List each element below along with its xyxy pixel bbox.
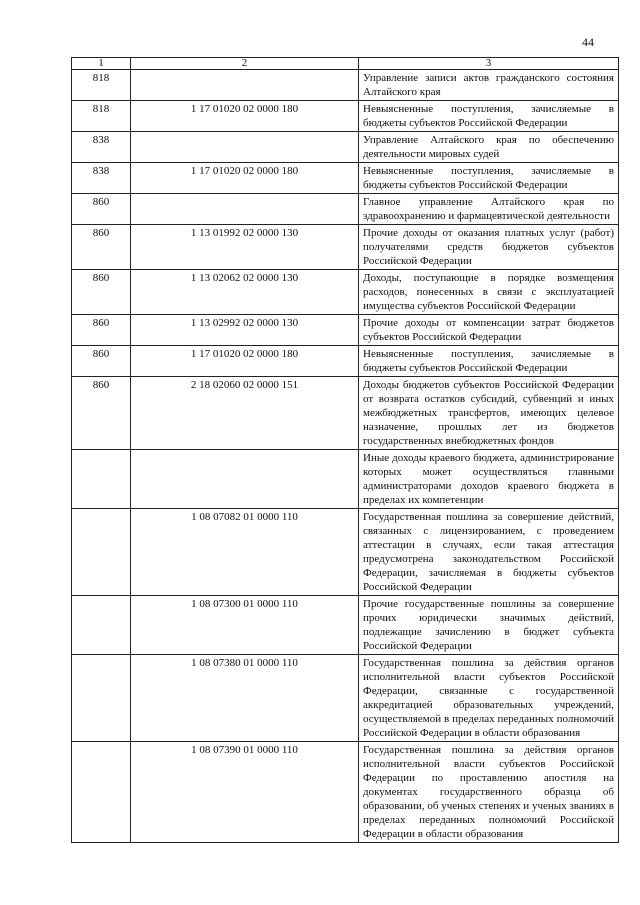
page-number: 44	[582, 35, 594, 49]
table-row	[72, 742, 619, 843]
table-row	[72, 225, 619, 270]
table-row	[72, 315, 619, 346]
table-row	[72, 132, 619, 163]
admin-code-cell	[72, 655, 131, 742]
description-cell: Управление записи актов гражданского состояния Алтайского края	[359, 70, 619, 101]
table-row	[72, 346, 619, 377]
admin-code-cell: 838	[72, 163, 131, 194]
admin-code-cell	[72, 509, 131, 596]
revenue-code-cell: 1 08 07082 01 0000 110	[131, 509, 359, 596]
revenue-code-cell: 1 08 07380 01 0000 110	[131, 655, 359, 742]
revenue-code-cell: 1 13 02062 02 0000 130	[131, 270, 359, 315]
revenue-code-cell: 1 08 07390 01 0000 110	[131, 742, 359, 843]
description-cell: Иные доходы краевого бюджета, администрирование которых может осуществляться главными администраторами доходов краевого бюджета в пределах их компетенции	[359, 450, 619, 509]
table-row	[72, 194, 619, 225]
revenue-code-cell: 1 17 01020 02 0000 180	[131, 346, 359, 377]
admin-code-cell: 860	[72, 315, 131, 346]
admin-code-cell	[72, 596, 131, 655]
description-cell: Прочие государственные пошлины за совершение прочих юридически значимых действий, подлежащие зачислению в бюджет субъекта Российской Федерации	[359, 596, 619, 655]
table-header-row	[72, 58, 619, 70]
table-row	[72, 596, 619, 655]
table-row	[72, 450, 619, 509]
description-cell: Государственная пошлина за совершение действий, связанных с лицензированием, с проведением аттестации в случаях, если такая аттестация предусмотрена законодательством Российской Федерации, зачисляемая в бюджеты субъектов Российской Федерации	[359, 509, 619, 596]
admin-code-cell: 860	[72, 225, 131, 270]
revenue-code-cell	[131, 450, 359, 509]
admin-code-cell	[72, 742, 131, 843]
table-row	[72, 101, 619, 132]
description-cell: Доходы, поступающие в порядке возмещения расходов, понесенных в связи с эксплуатацией имущества субъектов Российской Федерации	[359, 270, 619, 315]
column-header-1: 1	[72, 58, 131, 70]
table-row	[72, 655, 619, 742]
revenue-code-cell	[131, 70, 359, 101]
description-cell: Прочие доходы от компенсации затрат бюджетов субъектов Российской Федерации	[359, 315, 619, 346]
revenue-code-cell: 2 18 02060 02 0000 151	[131, 377, 359, 450]
admin-code-cell: 860	[72, 346, 131, 377]
description-cell: Главное управление Алтайского края по здравоохранению и фармацевтической деятельности	[359, 194, 619, 225]
revenue-code-cell: 1 17 01020 02 0000 180	[131, 101, 359, 132]
table-row	[72, 70, 619, 101]
table-row	[72, 377, 619, 450]
revenue-code-cell: 1 08 07300 01 0000 110	[131, 596, 359, 655]
column-header-3: 3	[359, 58, 619, 70]
description-cell: Управление Алтайского края по обеспечению деятельности мировых судей	[359, 132, 619, 163]
admin-code-cell: 838	[72, 132, 131, 163]
admin-code-cell	[72, 450, 131, 509]
admin-code-cell: 860	[72, 377, 131, 450]
description-cell: Государственная пошлина за действия органов исполнительной власти субъектов Российской Федерации, связанные с государственной аккредитацией образовательных учреждений, осуществляемой в пределах переданных полномочий Российской Федерации в области образования	[359, 655, 619, 742]
description-cell: Невыясненные поступления, зачисляемые в бюджеты субъектов Российской Федерации	[359, 163, 619, 194]
column-header-2: 2	[131, 58, 359, 70]
admin-code-cell: 860	[72, 194, 131, 225]
revenue-code-cell	[131, 132, 359, 163]
description-cell: Невыясненные поступления, зачисляемые в бюджеты субъектов Российской Федерации	[359, 346, 619, 377]
description-cell: Невыясненные поступления, зачисляемые в бюджеты субъектов Российской Федерации	[359, 101, 619, 132]
admin-code-cell: 818	[72, 70, 131, 101]
description-cell: Доходы бюджетов субъектов Российской Федерации от возврата остатков субсидий, субвенций и иных межбюджетных трансфертов, имеющих целевое назначение, прошлых лет из бюджетов государственных внебюджетных фондов	[359, 377, 619, 450]
description-cell: Прочие доходы от оказания платных услуг (работ) получателями средств бюджетов субъектов Российской Федерации	[359, 225, 619, 270]
description-cell: Государственная пошлина за действия органов исполнительной власти субъектов Российской Федерации по проставлению апостиля на документах государственного образца об образовании, об ученых степенях и ученых званиях в пределах переданных полномочий Российской Федерации в области образования	[359, 742, 619, 843]
table-row	[72, 163, 619, 194]
table-row	[72, 270, 619, 315]
admin-code-cell: 818	[72, 101, 131, 132]
revenue-code-cell: 1 13 01992 02 0000 130	[131, 225, 359, 270]
admin-code-cell: 860	[72, 270, 131, 315]
revenue-code-cell	[131, 194, 359, 225]
revenue-code-cell: 1 13 02992 02 0000 130	[131, 315, 359, 346]
revenue-codes-table	[71, 57, 619, 843]
revenue-code-cell: 1 17 01020 02 0000 180	[131, 163, 359, 194]
table-row	[72, 509, 619, 596]
